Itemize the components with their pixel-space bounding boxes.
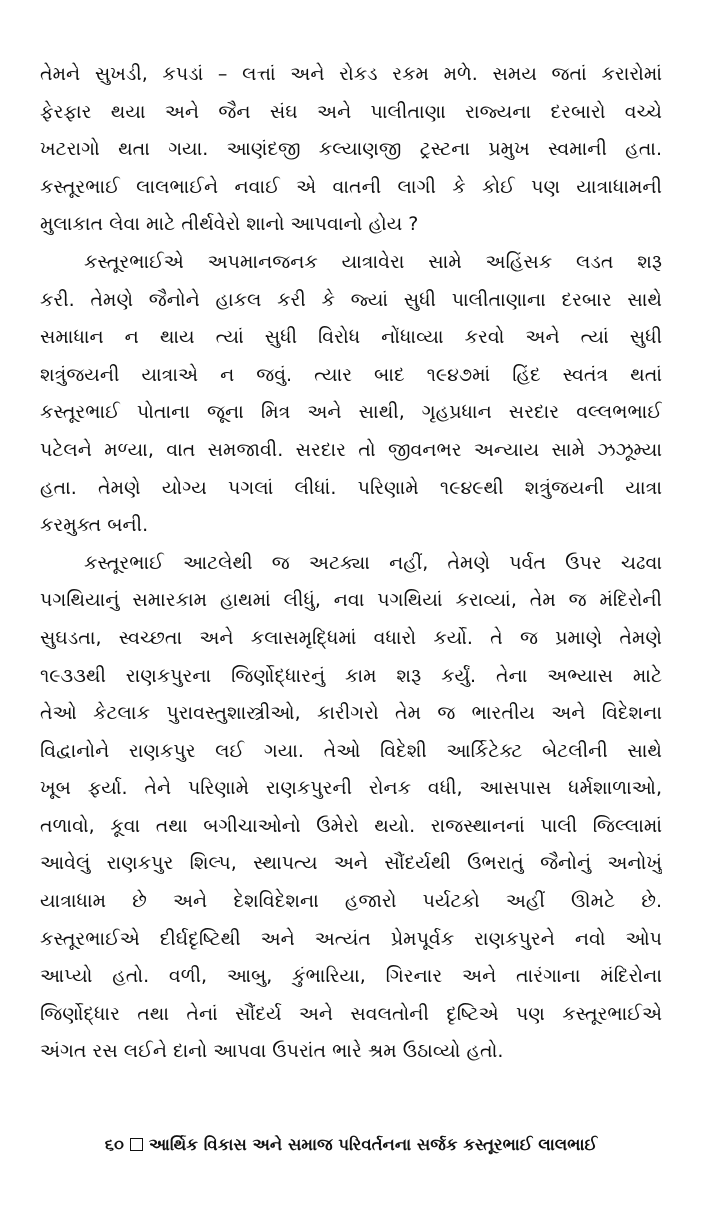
body-line-14: કસ્તૂરભાઈ આટલેથી જ અટક્યા નહીં, તેમણે પર્વત ઉપર ચઢવા (84, 551, 662, 574)
body-line-10: કસ્તૂરભાઈ પોતાના જૂના મિત્ર અને સાથી, ગૃહપ્રધાન સરદાર વલ્લભભાઈ (40, 401, 662, 424)
body-line-19: વિદ્વાનોને રાણકપુર લઈ ગયા. તેઓ વિદેશી આર્કિટેક્ટ બેટલીની સાથે (40, 739, 662, 762)
body-line-11: પટેલને મળ્યા, વાત સમજાવી. સરદાર તો જીવનભર અન્યાય સામે ઝઝૂમ્યા (40, 438, 662, 461)
body-line-5: મુલાકાત લેવા માટે તીર્થવેરો શાનો આપવાનો હોય ? (40, 213, 419, 236)
body-line-8: સમાધાન ન થાય ત્યાં સુધી વિરોધ નોંધાવ્યા કરવો અને ત્યાં સુધી (40, 326, 662, 349)
body-line-12: હતા. તેમણે યોગ્ય પગલાં લીધાં. પરિણામે ૧૯૪૯થી શત્રુંજયની યાત્રા (40, 476, 662, 499)
page-footer (40, 1130, 662, 1160)
square-box-icon (130, 1138, 143, 1151)
page-number: ૬૦ (104, 1135, 124, 1154)
body-line-7: કરી. તેમણે જૈનોને હાકલ કરી કે જ્યાં સુધી પાલીતાણાના દરબાર સાથે (40, 288, 662, 311)
body-line-17: ૧૯૩૩થી રાણકપુરના જિર્ણોદ્ધારનું કામ શરૂ કર્યું. તેના અભ્યાસ માટે (40, 664, 662, 687)
body-line-24: કસ્તૂરભાઈએ દીર્ઘદૃષ્ટિથી અને અત્યંત પ્રેમપૂર્વક રાણકપુરને નવો ઓપ (40, 927, 662, 950)
body-line-2: ફેરફાર થયા અને જૈન સંઘ અને પાલીતાણા રાજ્યના દરબારો વચ્ચે (40, 100, 662, 123)
body-line-23: યાત્રાધામ છે અને દેશવિદેશના હજારો પર્યટકો અહીં ઊમટે છે. (40, 890, 662, 913)
body-line-20: ખૂબ ફર્યા. તેને પરિણામે રાણકપુરની રોનક વધી, આસપાસ ધર્મશાળાઓ, (40, 777, 662, 800)
body-line-22: આવેલું રાણકપુર શિલ્પ, સ્થાપત્ય અને સૌંદર્યથી ઉભરાતું જૈનોનું અનોખું (40, 852, 662, 875)
body-line-13: કરમુક્ત બની. (40, 514, 149, 537)
book-title: આર્થિક વિકાસ અને સમાજ પરિવર્તનના સર્જક કસ્તૂરભાઈ લાલભાઈ (148, 1135, 598, 1154)
body-line-21: તળાવો, કૂવા તથા બગીચાઓનો ઉમેરો થયો. રાજસ્થાનનાં પાલી જિલ્લામાં (40, 814, 662, 837)
body-text (40, 56, 662, 1071)
body-line-6: કસ્તૂરભાઈએ અપમાનજનક યાત્રાવેરા સામે અહિંસક લડત શરૂ (84, 250, 662, 273)
body-line-15: પગથિયાનું સમારકામ હાથમાં લીધું, નવા પગથિયાં કરાવ્યાં, તેમ જ મંદિરોની (40, 589, 662, 612)
body-line-16: સુઘડતા, સ્વચ્છતા અને કલાસમૃદ્ધિમાં વધારો કર્યો. તે જ પ્રમાણે તેમણે (40, 626, 662, 649)
body-line-4: કસ્તૂરભાઈ લાલભાઈને નવાઈ એ વાતની લાગી કે કોઈ પણ યાત્રાધામની (40, 175, 662, 198)
body-line-27: અંગત રસ લઈને દાનો આપવા ઉપરાંત ભારે શ્રમ ઉઠાવ્યો હતો. (40, 1040, 504, 1063)
body-line-9: શત્રુંજયની યાત્રાએ ન જવું. ત્યાર બાદ ૧૯૪૭માં હિંદ સ્વતંત્ર થતાં (40, 363, 662, 386)
body-line-25: આપ્યો હતો. વળી, આબુ, કુંભારિયા, ગિરનાર અને તારંગાના મંદિરોના (40, 965, 662, 988)
body-line-1: તેમને સુખડી, કપડાં – લત્તાં અને રોકડ રકમ મળે. સમય જતાં કરારોમાં (40, 63, 662, 85)
body-line-3: ખટરાગો થતા ગયા. આણંદજી કલ્યાણજી ટ્રસ્ટના પ્રમુખ સ્વમાની હતા. (40, 138, 662, 161)
body-line-18: તેઓ કેટલાક પુરાવસ્તુશાસ્ત્રીઓ, કારીગરો તેમ જ ભારતીય અને વિદેશના (40, 702, 662, 725)
body-line-26: જિર્ણોદ્ધાર તથા તેનાં સૌંદર્ય અને સવલતોની દૃષ્ટિએ પણ કસ્તૂરભાઈએ (40, 1002, 662, 1025)
